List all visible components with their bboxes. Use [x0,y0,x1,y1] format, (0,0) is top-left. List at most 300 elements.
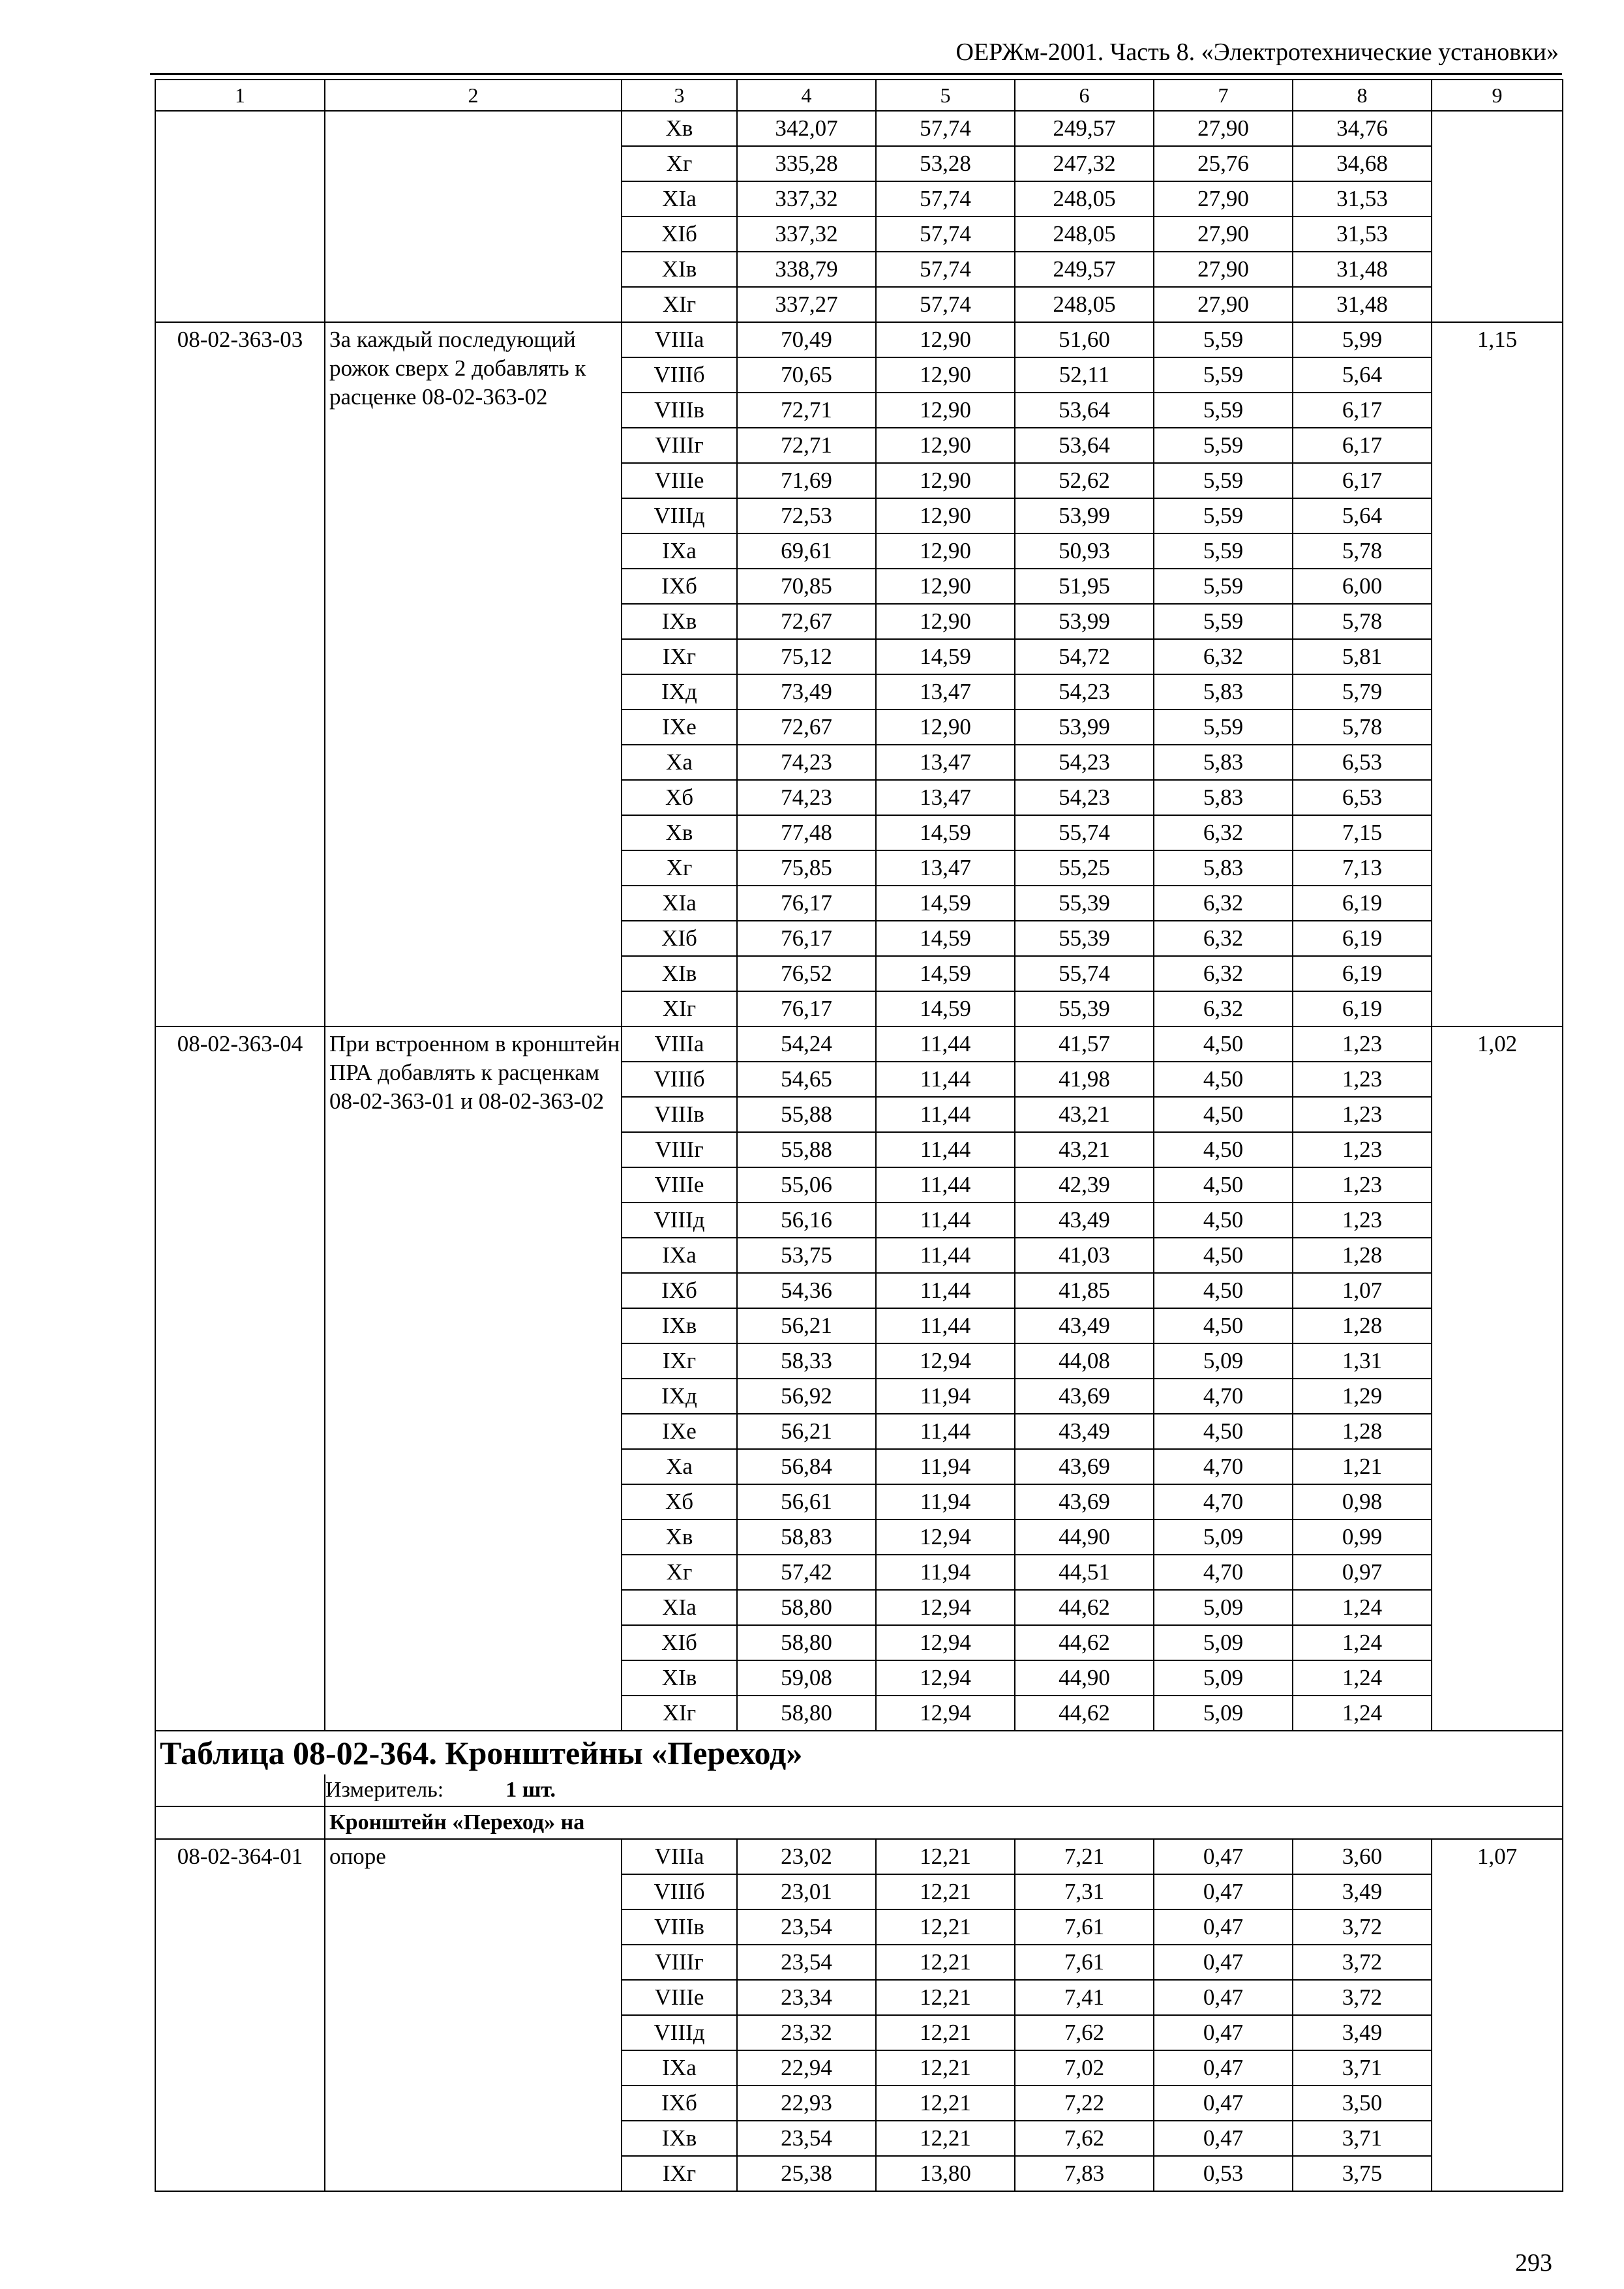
column-number: 2 [325,80,622,111]
value-cell: 1,24 [1293,1590,1432,1625]
value-cell: 6,19 [1293,956,1432,991]
page-header: ОЕРЖм-2001. Часть 8. «Электротехнические установки» [955,38,1559,66]
coefficient: 1,07 [1432,1839,1563,2191]
value-cell: 4,50 [1154,1026,1293,1062]
zone-cell: VIIIб [622,1062,737,1097]
value-cell: 11,44 [876,1238,1015,1273]
value-cell: 55,06 [737,1167,876,1203]
value-cell: 70,49 [737,322,876,357]
column-number-row [155,80,1563,111]
zone-cell: XIг [622,287,737,322]
value-cell: 249,57 [1015,111,1154,146]
value-cell: 4,70 [1154,1379,1293,1414]
zone-cell: VIIIе [622,1980,737,2015]
value-cell: 5,59 [1154,463,1293,498]
value-cell: 0,53 [1154,2156,1293,2191]
value-cell: 6,17 [1293,428,1432,463]
value-cell: 56,16 [737,1203,876,1238]
value-cell: 31,53 [1293,217,1432,252]
value-cell: 6,32 [1154,639,1293,674]
value-cell: 6,19 [1293,886,1432,921]
value-cell: 27,90 [1154,252,1293,287]
value-cell: 11,44 [876,1097,1015,1132]
value-cell: 5,81 [1293,639,1432,674]
column-number: 5 [876,80,1015,111]
value-cell: 5,83 [1154,780,1293,815]
value-cell: 6,17 [1293,463,1432,498]
value-cell: 11,94 [876,1484,1015,1519]
value-cell: 42,39 [1015,1167,1154,1203]
value-cell: 12,21 [876,2086,1015,2121]
value-cell: 11,44 [876,1414,1015,1449]
zone-cell: IХа [622,533,737,569]
value-cell: 12,94 [876,1625,1015,1660]
rate-description: При встроенном в кронштейн ПРА добавлять к расценкам 08-02-363-01 и 08-02-363-02 [325,1026,622,1731]
value-cell: 6,19 [1293,921,1432,956]
value-cell: 34,68 [1293,146,1432,181]
value-cell: 3,75 [1293,2156,1432,2191]
value-cell: 6,32 [1154,815,1293,850]
value-cell: 4,50 [1154,1273,1293,1308]
zone-cell: XIв [622,956,737,991]
value-cell: 13,47 [876,850,1015,886]
value-cell: 12,90 [876,569,1015,604]
value-cell: 23,32 [737,2015,876,2050]
zone-cell: IХа [622,1238,737,1273]
zone-cell: Хб [622,1484,737,1519]
zone-cell: XIа [622,1590,737,1625]
zone-cell: Хг [622,1555,737,1590]
value-cell: 0,47 [1154,1909,1293,1945]
value-cell: 337,32 [737,217,876,252]
value-cell: 14,59 [876,815,1015,850]
value-cell: 72,67 [737,710,876,745]
value-cell: 11,94 [876,1379,1015,1414]
value-cell: 12,90 [876,498,1015,533]
value-cell: 72,67 [737,604,876,639]
value-cell: 1,23 [1293,1203,1432,1238]
measure-label: Измеритель: [325,1778,444,1802]
value-cell: 57,42 [737,1555,876,1590]
value-cell: 14,59 [876,886,1015,921]
value-cell: 12,21 [876,1909,1015,1945]
table-row [155,1026,1563,1062]
zone-cell: IХб [622,2086,737,2121]
measure-cell [325,1774,1563,1806]
value-cell: 54,36 [737,1273,876,1308]
value-cell: 55,39 [1015,991,1154,1026]
value-cell: 44,62 [1015,1590,1154,1625]
value-cell: 51,95 [1015,569,1154,604]
value-cell: 4,50 [1154,1167,1293,1203]
column-number: 9 [1432,80,1563,111]
value-cell: 11,94 [876,1449,1015,1484]
zone-cell: Хб [622,780,737,815]
zone-cell: IХа [622,2050,737,2086]
zone-cell: XIг [622,1696,737,1731]
value-cell: 23,54 [737,1945,876,1980]
subheader-row [155,1806,1563,1839]
value-cell: 12,90 [876,533,1015,569]
zone-cell: XIг [622,991,737,1026]
zone-cell: XIб [622,921,737,956]
value-cell: 12,21 [876,1945,1015,1980]
value-cell: 55,39 [1015,921,1154,956]
value-cell: 12,90 [876,357,1015,393]
value-cell: 0,97 [1293,1555,1432,1590]
zone-cell: VIIIв [622,1909,737,1945]
value-cell: 6,32 [1154,886,1293,921]
zone-cell: VIIIв [622,393,737,428]
value-cell: 14,59 [876,991,1015,1026]
zone-cell: VIIIг [622,428,737,463]
table-title-row [155,1731,1563,1774]
value-cell: 72,53 [737,498,876,533]
value-cell: 1,23 [1293,1167,1432,1203]
zone-cell: IХе [622,1414,737,1449]
value-cell: 34,76 [1293,111,1432,146]
value-cell: 1,24 [1293,1660,1432,1696]
value-cell: 248,05 [1015,181,1154,217]
value-cell: 11,44 [876,1167,1015,1203]
value-cell: 12,21 [876,1980,1015,2015]
table-row [155,322,1563,357]
value-cell: 3,72 [1293,1909,1432,1945]
value-cell: 3,71 [1293,2121,1432,2156]
value-cell: 5,09 [1154,1696,1293,1731]
zone-cell: IХд [622,674,737,710]
value-cell: 7,61 [1015,1909,1154,1945]
value-cell: 7,15 [1293,815,1432,850]
value-cell: 44,90 [1015,1519,1154,1555]
value-cell: 0,47 [1154,1874,1293,1909]
value-cell: 7,83 [1015,2156,1154,2191]
measure-spacer [155,1774,325,1806]
value-cell: 5,09 [1154,1625,1293,1660]
subheader-spacer [155,1806,325,1839]
rate-code: 08-02-364-01 [155,1839,325,2191]
page-number: 293 [1515,2249,1552,2277]
value-cell: 76,17 [737,991,876,1026]
value-cell: 0,47 [1154,1980,1293,2015]
value-cell: 54,24 [737,1026,876,1062]
value-cell: 5,09 [1154,1519,1293,1555]
value-cell: 74,23 [737,780,876,815]
zone-cell: VIIIе [622,1167,737,1203]
value-cell: 56,61 [737,1484,876,1519]
value-cell: 52,11 [1015,357,1154,393]
rate-code: 08-02-363-03 [155,322,325,1026]
value-cell: 44,90 [1015,1660,1154,1696]
value-cell: 5,83 [1154,850,1293,886]
value-cell: 5,59 [1154,393,1293,428]
value-cell: 70,85 [737,569,876,604]
zone-cell: Хв [622,815,737,850]
value-cell: 57,74 [876,181,1015,217]
value-cell: 5,59 [1154,322,1293,357]
value-cell: 25,76 [1154,146,1293,181]
zone-cell: VIIIд [622,498,737,533]
value-cell: 247,32 [1015,146,1154,181]
value-cell: 12,94 [876,1660,1015,1696]
value-cell: 13,47 [876,745,1015,780]
zone-cell: XIа [622,181,737,217]
value-cell: 6,32 [1154,921,1293,956]
value-cell: 12,21 [876,2015,1015,2050]
value-cell: 53,75 [737,1238,876,1273]
value-cell: 11,44 [876,1203,1015,1238]
value-cell: 53,99 [1015,604,1154,639]
value-cell: 12,21 [876,1839,1015,1874]
value-cell: 23,01 [737,1874,876,1909]
value-cell: 53,28 [876,146,1015,181]
value-cell: 7,31 [1015,1874,1154,1909]
value-cell: 12,90 [876,710,1015,745]
value-cell: 41,98 [1015,1062,1154,1097]
value-cell: 76,52 [737,956,876,991]
value-cell: 7,41 [1015,1980,1154,2015]
zone-cell: VIIIв [622,1097,737,1132]
value-cell: 13,47 [876,780,1015,815]
value-cell: 0,98 [1293,1484,1432,1519]
zone-cell: VIIIа [622,1026,737,1062]
value-cell: 58,80 [737,1590,876,1625]
column-number: 1 [155,80,325,111]
value-cell: 12,90 [876,428,1015,463]
value-cell: 22,93 [737,2086,876,2121]
header-rule [150,73,1562,75]
value-cell: 12,90 [876,604,1015,639]
value-cell: 55,25 [1015,850,1154,886]
value-cell: 6,32 [1154,991,1293,1026]
column-number: 4 [737,80,876,111]
value-cell: 5,99 [1293,322,1432,357]
value-cell: 12,21 [876,2121,1015,2156]
rate-description: опоре [325,1839,622,2191]
value-cell: 44,08 [1015,1343,1154,1379]
measure-row [155,1774,1563,1806]
column-number: 7 [1154,80,1293,111]
value-cell: 6,17 [1293,393,1432,428]
zone-cell: IХг [622,1343,737,1379]
value-cell: 0,47 [1154,2050,1293,2086]
subheader-label: Кронштейн «Переход» на [325,1806,1563,1839]
value-cell: 57,74 [876,217,1015,252]
value-cell: 6,00 [1293,569,1432,604]
value-cell: 75,12 [737,639,876,674]
value-cell: 27,90 [1154,217,1293,252]
value-cell: 11,44 [876,1062,1015,1097]
value-cell: 55,74 [1015,815,1154,850]
value-cell: 338,79 [737,252,876,287]
value-cell: 69,61 [737,533,876,569]
value-cell: 6,19 [1293,991,1432,1026]
value-cell: 11,44 [876,1026,1015,1062]
value-cell: 53,99 [1015,498,1154,533]
rate-code: 08-02-363-04 [155,1026,325,1731]
value-cell: 4,50 [1154,1062,1293,1097]
value-cell: 57,74 [876,111,1015,146]
rate-description: За каждый последующий рожок сверх 2 добавлять к расценке 08-02-363-02 [325,322,622,1026]
value-cell: 55,39 [1015,886,1154,921]
value-cell: 7,62 [1015,2015,1154,2050]
value-cell: 4,70 [1154,1484,1293,1519]
value-cell: 58,83 [737,1519,876,1555]
value-cell: 54,72 [1015,639,1154,674]
rate-description [325,111,622,322]
value-cell: 12,90 [876,393,1015,428]
zone-cell: Хг [622,146,737,181]
value-cell: 56,92 [737,1379,876,1414]
value-cell: 1,29 [1293,1379,1432,1414]
value-cell: 249,57 [1015,252,1154,287]
table-row [155,1839,1563,1874]
value-cell: 76,17 [737,921,876,956]
value-cell: 27,90 [1154,181,1293,217]
value-cell: 56,21 [737,1414,876,1449]
value-cell: 54,23 [1015,745,1154,780]
zone-cell: IХг [622,639,737,674]
value-cell: 1,23 [1293,1132,1432,1167]
coefficient: 1,02 [1432,1026,1563,1731]
value-cell: 11,44 [876,1308,1015,1343]
value-cell: 71,69 [737,463,876,498]
value-cell: 6,53 [1293,745,1432,780]
value-cell: 74,23 [737,745,876,780]
zone-cell: Ха [622,1449,737,1484]
value-cell: 4,50 [1154,1203,1293,1238]
value-cell: 5,78 [1293,533,1432,569]
value-cell: 53,64 [1015,428,1154,463]
value-cell: 3,49 [1293,2015,1432,2050]
zone-cell: IХв [622,604,737,639]
value-cell: 53,99 [1015,710,1154,745]
value-cell: 3,49 [1293,1874,1432,1909]
value-cell: 59,08 [737,1660,876,1696]
value-cell: 75,85 [737,850,876,886]
value-cell: 1,28 [1293,1308,1432,1343]
value-cell: 23,34 [737,1980,876,2015]
value-cell: 5,79 [1293,674,1432,710]
value-cell: 1,07 [1293,1273,1432,1308]
value-cell: 7,61 [1015,1945,1154,1980]
zone-cell: IХе [622,710,737,745]
value-cell: 55,88 [737,1097,876,1132]
value-cell: 55,88 [737,1132,876,1167]
value-cell: 6,53 [1293,780,1432,815]
zone-cell: XIв [622,1660,737,1696]
value-cell: 12,94 [876,1590,1015,1625]
value-cell: 1,24 [1293,1625,1432,1660]
value-cell: 44,62 [1015,1625,1154,1660]
value-cell: 4,70 [1154,1555,1293,1590]
zone-cell: VIIIд [622,2015,737,2050]
value-cell: 5,09 [1154,1590,1293,1625]
value-cell: 11,44 [876,1273,1015,1308]
value-cell: 3,50 [1293,2086,1432,2121]
value-cell: 7,21 [1015,1839,1154,1874]
value-cell: 5,59 [1154,604,1293,639]
value-cell: 5,78 [1293,710,1432,745]
zone-cell: VIIIд [622,1203,737,1238]
value-cell: 31,48 [1293,252,1432,287]
value-cell: 72,71 [737,428,876,463]
value-cell: 54,23 [1015,674,1154,710]
value-cell: 72,71 [737,393,876,428]
value-cell: 0,99 [1293,1519,1432,1555]
value-cell: 51,60 [1015,322,1154,357]
value-cell: 58,33 [737,1343,876,1379]
value-cell: 0,47 [1154,2086,1293,2121]
value-cell: 5,59 [1154,498,1293,533]
coefficient: 1,15 [1432,322,1563,1026]
value-cell: 5,64 [1293,357,1432,393]
value-cell: 5,59 [1154,569,1293,604]
value-cell: 0,47 [1154,2121,1293,2156]
value-cell: 70,65 [737,357,876,393]
value-cell: 3,71 [1293,2050,1432,2086]
value-cell: 0,47 [1154,1945,1293,1980]
value-cell: 14,59 [876,921,1015,956]
value-cell: 1,24 [1293,1696,1432,1731]
value-cell: 7,02 [1015,2050,1154,2086]
zone-cell: VIIIб [622,1874,737,1909]
zone-cell: XIб [622,217,737,252]
value-cell: 13,80 [876,2156,1015,2191]
value-cell: 57,74 [876,287,1015,322]
value-cell: 54,65 [737,1062,876,1097]
value-cell: 1,21 [1293,1449,1432,1484]
zone-cell: IХд [622,1379,737,1414]
value-cell: 57,74 [876,252,1015,287]
zone-cell: VIIIг [622,1945,737,1980]
value-cell: 12,90 [876,463,1015,498]
zone-cell: VIIIг [622,1132,737,1167]
value-cell: 5,09 [1154,1343,1293,1379]
value-cell: 5,59 [1154,428,1293,463]
value-cell: 77,48 [737,815,876,850]
value-cell: 3,72 [1293,1945,1432,1980]
zone-cell: VIIIа [622,1839,737,1874]
value-cell: 11,94 [876,1555,1015,1590]
value-cell: 44,51 [1015,1555,1154,1590]
value-cell: 1,31 [1293,1343,1432,1379]
value-cell: 44,62 [1015,1696,1154,1731]
value-cell: 23,54 [737,2121,876,2156]
value-cell: 1,28 [1293,1238,1432,1273]
value-cell: 0,47 [1154,2015,1293,2050]
value-cell: 4,50 [1154,1238,1293,1273]
value-cell: 54,23 [1015,780,1154,815]
column-number: 8 [1293,80,1432,111]
value-cell: 248,05 [1015,217,1154,252]
value-cell: 50,93 [1015,533,1154,569]
table-row [155,111,1563,146]
value-cell: 337,32 [737,181,876,217]
value-cell: 31,48 [1293,287,1432,322]
value-cell: 4,50 [1154,1414,1293,1449]
zone-cell: VIIIе [622,463,737,498]
value-cell: 248,05 [1015,287,1154,322]
value-cell: 1,28 [1293,1414,1432,1449]
value-cell: 1,23 [1293,1062,1432,1097]
value-cell: 6,32 [1154,956,1293,991]
zone-cell: XIб [622,1625,737,1660]
value-cell: 5,59 [1154,533,1293,569]
value-cell: 337,27 [737,287,876,322]
value-cell: 55,74 [1015,956,1154,991]
value-cell: 4,50 [1154,1308,1293,1343]
